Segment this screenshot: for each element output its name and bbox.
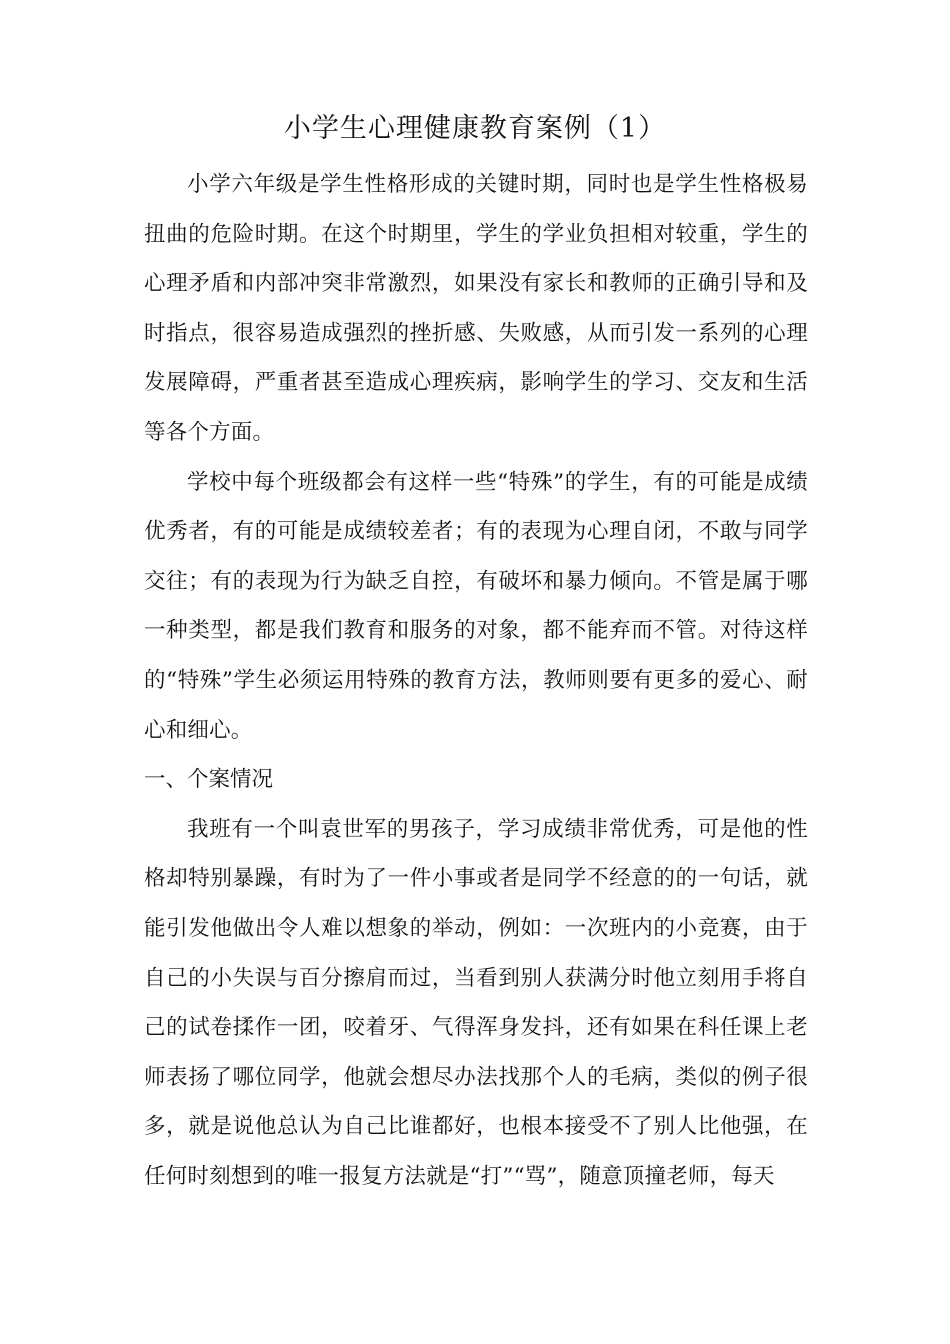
section-heading: 一、个案情况 — [144, 767, 274, 793]
intro-paragraph-1: 小学六年级是学生性格形成的关键时期，同时也是学生性格极易扭曲的危险时期。在这个时期里，学生的学业负担相对较重，学生的心理矛盾和内部冲突非常激烈，如果没有家长和教师的正确引导和及时指点，很容易造成强烈的挫折感、失败感，从而引发一系列的心理发展障碍，严重者甚至造成心理疾病，影响学生的学习、交友和生活等各个方面。 — [144, 172, 808, 445]
document-body — [144, 160, 808, 1201]
intro-paragraph-2: 学校中每个班级都会有这样一些“特殊”的学生，有的可能是成绩优秀者，有的可能是成绩较差者；有的表现为心理自闭，不敢与同学交往；有的表现为行为缺乏自控，有破坏和暴力倾向。不管是属于哪一种类型，都是我们教育和服务的对象，都不能弃而不管。对待这样的“特殊”学生必须运用特殊的教育方法，教师则要有更多的爱心、耐心和细心。 — [144, 469, 808, 743]
document-title: 小学生心理健康教育案例（1） — [283, 113, 667, 144]
case-paragraph: 我班有一个叫袁世军的男孩子，学习成绩非常优秀，可是他的性格却特别暴躁，有时为了一件小事或者是同学不经意的的一句话，就能引发他做出令人难以想象的举动，例如：一次班内的小竞赛，由于自己的小失误与百分擦肩而过，当看到别人获满分时他立刻用手将自己的试卷揉作一团，咬着牙、气得浑身发抖，还有如果在科任课上老师表扬了哪位同学，他就会想尽办法找那个人的毛病，类似的例子很多，就是说他总认为自己比谁都好，也根本接受不了别人比他强，在任何时刻想到的唯一报复方法就是“打”“骂”，随意顶撞老师，每天 — [144, 816, 808, 1189]
